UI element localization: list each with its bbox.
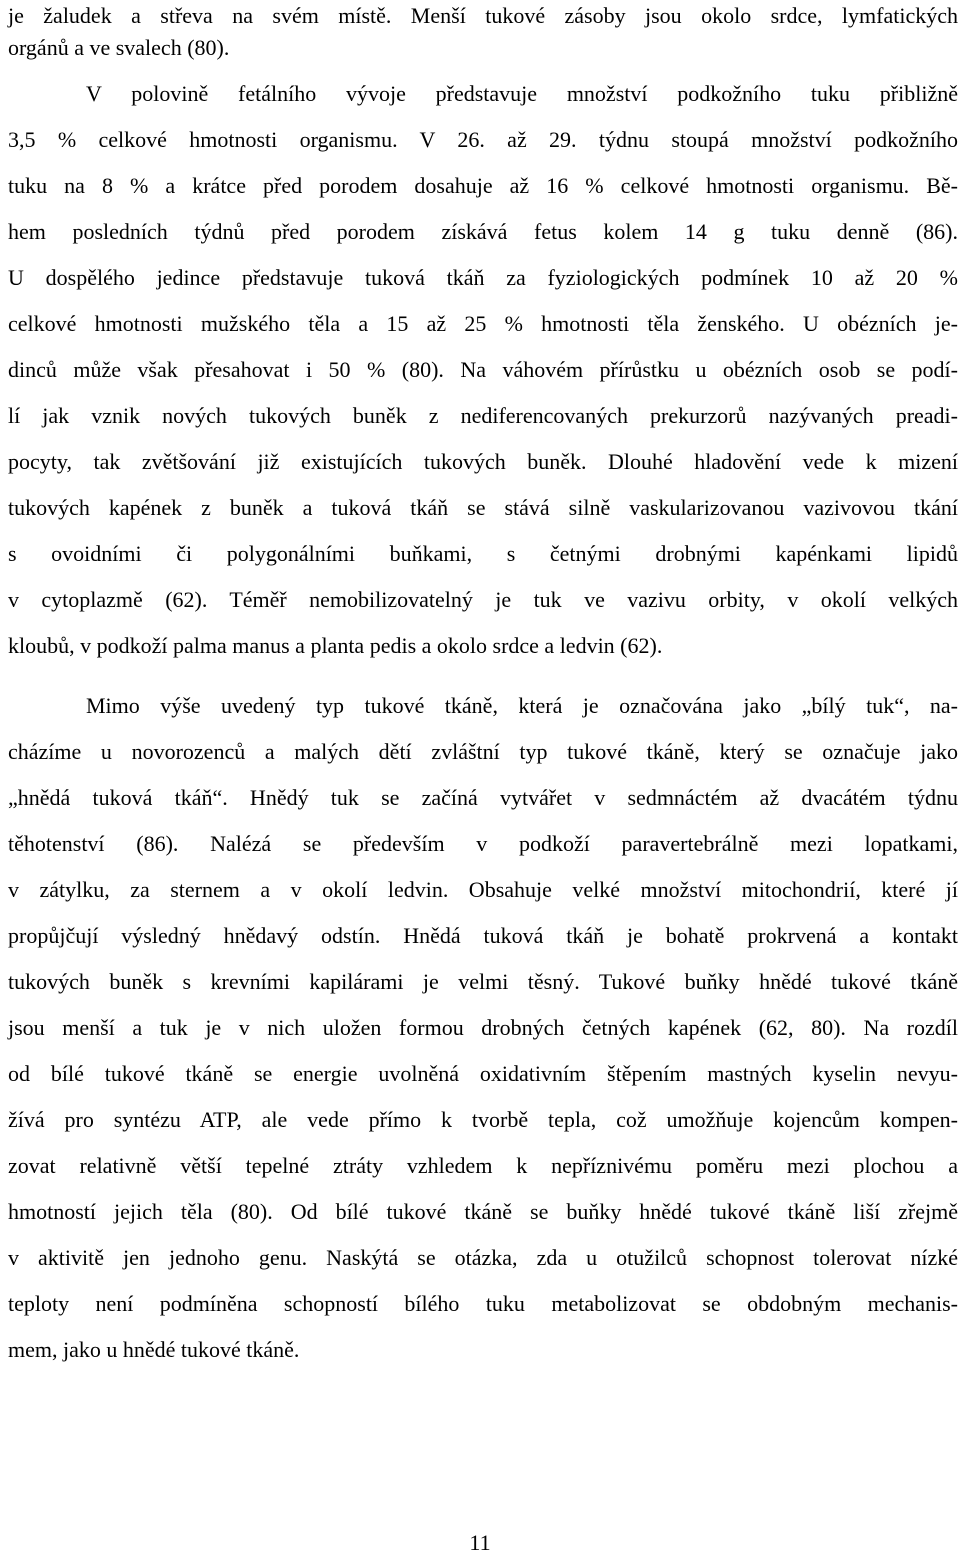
text-line: tuku na 8 % a krátce před porodem dosahuje až 16 % celkové hmotnosti organismu. Bě-	[8, 173, 958, 198]
text-line: teploty není podmíněna schopností bílého tuku metabolizovat se obdobným mechanis-	[8, 1291, 958, 1316]
text-line: orgánů a ve svalech (80).	[8, 35, 230, 60]
text-line: pocyty, tak zvětšování již existujících tukových buněk. Dlouhé hladovění vede k mizení	[8, 449, 958, 474]
text-line: 3,5 % celkové hmotnosti organismu. V 26. až 29. týdnu stoupá množství podkožního	[8, 127, 958, 152]
paragraph-1	[8, 0, 958, 78]
text-line: v cytoplazmě (62). Téměř nemobilizovatelný je tuk ve vazivu orbity, v okolí velkých	[8, 587, 958, 612]
text-line: U dospělého jedince představuje tuková tkáň za fyziologických podmínek 10 až 20 %	[8, 265, 958, 290]
text-line: v aktivitě jen jednoho genu. Naskýtá se otázka, zda u otužilců schopnost tolerovat nízké	[8, 1245, 958, 1270]
text-line: „hnědá tuková tkáň“. Hnědý tuk se začíná vytvářet v sedmnáctém až dvacátém týdnu	[8, 785, 958, 810]
text-line: propůjčují výsledný hnědavý odstín. Hnědá tuková tkáň je bohatě prokrvená a kontakt	[8, 923, 958, 948]
text-line: lí jak vznik nových tukových buněk z nediferencovaných prekurzorů nazývaných preadi-	[8, 403, 958, 428]
text-line: je žaludek a střeva na svém místě. Menší tukové zásoby jsou okolo srdce, lymfatických	[8, 3, 958, 28]
text-line: hem posledních týdnů před porodem získává fetus kolem 14 g tuku denně (86).	[8, 219, 958, 244]
text-line: kloubů, v podkoží palma manus a planta pedis a okolo srdce a ledvin (62).	[8, 633, 663, 658]
text-line: tukových kapének z buněk a tuková tkáň se stává silně vaskularizovanou vazivovou tkání	[8, 495, 958, 520]
text-line: V polovině fetálního vývoje představuje množství podkožního tuku přibližně	[86, 81, 958, 106]
text-line: celkové hmotnosti mužského těla a 15 až 25 % hmotnosti těla ženského. U obézních je-	[8, 311, 958, 336]
text-line: Mimo výše uvedený typ tukové tkáně, která je označována jako „bílý tuk“, na-	[86, 693, 958, 718]
page-number: 11	[469, 1530, 491, 1555]
text-line: tukových buněk s krevními kapilárami je velmi těsný. Tukové buňky hnědé tukové tkáně	[8, 969, 958, 994]
paragraph-3	[8, 690, 958, 1380]
text-line: hmotností jejich těla (80). Od bílé tukové tkáně se buňky hnědé tukové tkáně liší zřejmě	[8, 1199, 958, 1224]
paragraph-2	[8, 78, 958, 676]
text-line: s ovoidními či polygonálními buňkami, s četnými drobnými kapénkami lipidů	[8, 541, 958, 566]
text-line: jsou menší a tuk je v nich uložen formou drobných četných kapének (62, 80). Na rozdíl	[8, 1015, 958, 1040]
paragraph-gap	[8, 676, 958, 690]
text-line: těhotenství (86). Nalézá se především v podkoží paravertebrálně mezi lopatkami,	[8, 831, 958, 856]
text-line: cházíme u novorozenců a malých dětí zvláštní typ tukové tkáně, který se označuje jako	[8, 739, 958, 764]
text-line: v zátylku, za sternem a v okolí ledvin. Obsahuje velké množství mitochondrií, které jí	[8, 877, 958, 902]
text-line: dinců může však přesahovat i 50 % (80). Na váhovém přírůstku u obézních osob se podí-	[8, 357, 958, 382]
text-line: žívá pro syntézu ATP, ale vede přímo k tvorbě tepla, což umožňuje kojencům kompen-	[8, 1107, 958, 1132]
text-line: zovat relativně větší tepelné ztráty vzhledem k nepříznivému poměru mezi plochou a	[8, 1153, 958, 1178]
document-body	[8, 0, 958, 1380]
text-line: mem, jako u hnědé tukové tkáně.	[8, 1337, 300, 1362]
text-line: od bílé tukové tkáně se energie uvolněná oxidativním štěpením mastných kyselin nevyu-	[8, 1061, 958, 1086]
